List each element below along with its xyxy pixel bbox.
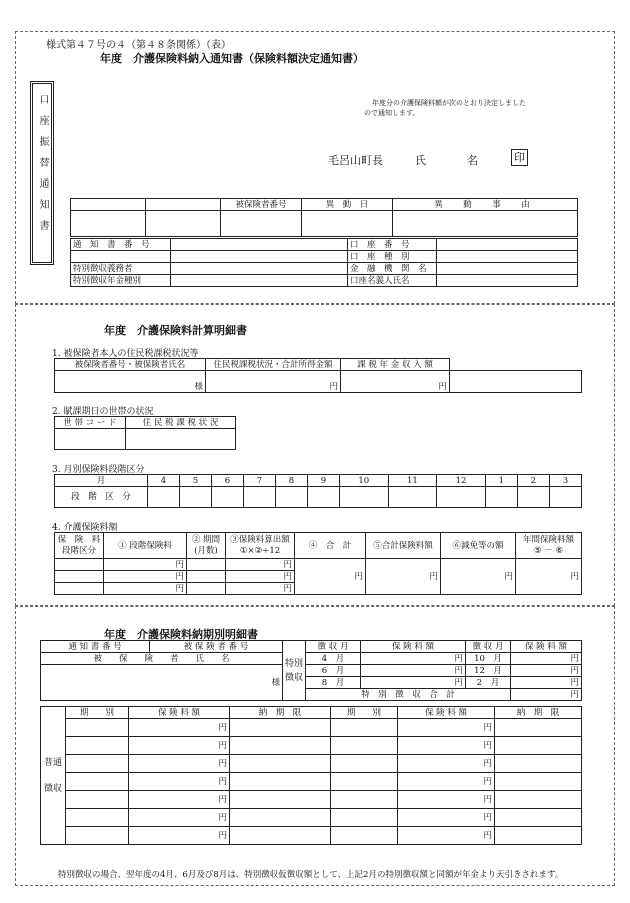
n-yen-l7: 円: [129, 827, 230, 845]
top-account-table: [70, 238, 578, 287]
s4-r3-yen3: 円: [226, 583, 295, 595]
s2-table: [54, 416, 236, 450]
s4-h4a: ③保険料算出額: [230, 534, 290, 545]
s4-h3a: ② 期間: [191, 534, 221, 545]
notice-line1: 年度分の介護保険料額が次のとおり決定しました: [372, 99, 526, 107]
s3-m7: 7: [244, 475, 276, 487]
p-month-4: 4 月: [306, 653, 361, 665]
normal-table: [40, 706, 582, 845]
shi-label: 氏: [415, 154, 426, 167]
s4-r1-yen3: 円: [226, 559, 295, 571]
h-change-reason: 異 動 事 由: [393, 199, 578, 211]
s4-h6: ⑤合計保険料額: [366, 533, 441, 559]
s3-m10: 10: [340, 475, 389, 487]
p-yen-6: 円: [361, 665, 466, 677]
p-normal-label: 普通徴収: [41, 707, 66, 845]
s2-h1: 世 帯 コ ー ド: [55, 417, 126, 429]
mayor-label: 毛呂山町長: [328, 154, 383, 167]
s4-h1a: 保 険 料: [57, 534, 101, 545]
n-yen-r6: 円: [398, 809, 495, 827]
n-h-due-l: 納 期 限: [230, 707, 331, 719]
n-h-kibetsu-r: 期 別: [331, 707, 398, 719]
n-yen-l1: 円: [129, 719, 230, 737]
period-title: 年度 介護保険料納期別明細書: [104, 628, 258, 641]
s3-m5: 5: [180, 475, 212, 487]
lbl-holder-name: 口座名義人氏名: [348, 275, 437, 287]
n-h-kibetsu-l: 期 別: [66, 707, 129, 719]
n-yen-l6: 円: [129, 809, 230, 827]
s4-discount-yen: 円: [441, 559, 516, 595]
s4-title: 4. 介護保険料額: [52, 523, 118, 533]
seal-box: 印: [511, 149, 528, 166]
p-yen-12: 円: [511, 665, 582, 677]
n-h-due-r: 納 期 限: [495, 707, 582, 719]
s4-table: [54, 532, 582, 595]
s4-h7: ⑥減免等の額: [441, 533, 516, 559]
n-yen-r1: 円: [398, 719, 495, 737]
s3-m12: 12: [437, 475, 486, 487]
s4-h5: ④ 合 計: [295, 533, 366, 559]
s1-title: 1. 被保険者本人の住民税課税状況等: [52, 349, 199, 359]
s4-h4b: ①×②÷12: [239, 545, 281, 556]
s4-total-yen: 円: [295, 559, 366, 595]
s4-sum-yen: 円: [366, 559, 441, 595]
p-insured-no: 被 保 険 者 番 号: [150, 641, 283, 653]
lbl-bank-name: 金 融 機 関 名: [348, 263, 437, 275]
lbl-account-type: 口 座 種 別: [348, 251, 437, 263]
s4-r3-yen1: 円: [104, 583, 187, 595]
p-special-label: 特別徴収: [283, 641, 306, 701]
p-yen-total: 円: [511, 689, 582, 701]
lbl-special-obligor: 特別徴収義務者: [71, 263, 171, 275]
s1-yen2: 円: [341, 371, 450, 393]
h-change-date: 異 動 日: [302, 199, 393, 211]
s1-h1: 被保険者番号・被保険者氏名: [55, 359, 206, 371]
p-month-6: 6 月: [306, 665, 361, 677]
side-label-box: [30, 81, 54, 265]
s3-m2: 2: [517, 475, 549, 487]
s3-m4: 4: [148, 475, 180, 487]
s4-h3b: (月数): [194, 545, 218, 556]
p-amount-r: 保 険 料 額: [511, 641, 582, 653]
p-collect-month-l: 徴 収 月: [306, 641, 361, 653]
p-notice-no: 通 知 書 番 号: [41, 641, 150, 653]
p-month-2: 2 月: [466, 677, 511, 689]
s4-r1-yen1: 円: [104, 559, 187, 571]
lbl-pension-type: 特別徴収年金種別: [71, 275, 171, 287]
n-h-amount-r: 保 険 料 額: [398, 707, 495, 719]
s3-m11: 11: [388, 475, 437, 487]
s3-table: [54, 474, 582, 508]
s2-title: 2. 賦課期日の世帯の状況: [52, 407, 154, 417]
s4-h8a: 年間保険料額: [522, 534, 574, 545]
form-id: 様式第４７号の４（第４８条関係）（表）: [46, 40, 231, 51]
n-yen-l2: 円: [129, 737, 230, 755]
s4-h1b: 段階区分: [61, 545, 96, 556]
s1-h3: 課 税 年 金 収 入 額: [341, 359, 450, 371]
n-yen-l4: 円: [129, 773, 230, 791]
s4-r2-yen3: 円: [226, 571, 295, 583]
p-month-10: 10 月: [466, 653, 511, 665]
s3-m1: 1: [485, 475, 517, 487]
s1-h2: 住民税課税状況・合計所得金額: [206, 359, 341, 371]
s1-table: [54, 358, 582, 393]
notice-line2: ので通知します。: [364, 109, 420, 117]
s3-m6: 6: [212, 475, 244, 487]
n-yen-l3: 円: [129, 755, 230, 773]
p-yen-10: 円: [511, 653, 582, 665]
n-yen-l5: 円: [129, 791, 230, 809]
p-insured-name: 被 保 険 者 氏 名: [41, 653, 283, 665]
s4-h8b: ⑤ － ⑥: [533, 545, 564, 556]
p-amount-l: 保 険 料 額: [361, 641, 466, 653]
n-yen-r3: 円: [398, 755, 495, 773]
s3-m3: 3: [549, 475, 581, 487]
p-yen-4: 円: [361, 653, 466, 665]
s3-row-label: 段 階 区 分: [55, 487, 148, 508]
p-collect-month-r: 徴 収 月: [466, 641, 511, 653]
s3-title: 3. 月別保険料段階区分: [52, 465, 145, 475]
s2-h2: 住 民 税 課 税 状 況: [126, 417, 236, 429]
p-month-8: 8 月: [306, 677, 361, 689]
lbl-notice-no: 通 知 書 番 号: [71, 239, 171, 251]
s3-m8: 8: [276, 475, 308, 487]
s3-month-label: 月: [55, 475, 148, 487]
s3-m9: 9: [308, 475, 340, 487]
p-sama: 様: [41, 665, 283, 701]
lbl-account-no: 口 座 番 号: [348, 239, 437, 251]
s4-annual-yen: 円: [516, 559, 582, 595]
mei-label: 名: [467, 154, 478, 167]
n-yen-r5: 円: [398, 791, 495, 809]
s4-h2: ① 段階保険料: [104, 533, 187, 559]
top-info-table: [70, 198, 578, 237]
h-insured-no: 被保険者番号: [221, 199, 302, 211]
p-special-total: 特 別 徴 収 合 計: [306, 689, 511, 701]
p-yen-2: 円: [511, 677, 582, 689]
s1-sama: 様: [55, 371, 206, 393]
n-yen-r4: 円: [398, 773, 495, 791]
calc-title: 年度 介護保険料計算明細書: [104, 324, 247, 337]
n-h-amount-l: 保 険 料 額: [129, 707, 230, 719]
footer-note: 特別徴収の場合、翌年度の4月、6月及び8月は、特別徴収仮徴収額として、上記2月の特別徴収額と同額が年金より天引きされます。: [58, 870, 564, 880]
p-yen-8: 円: [361, 677, 466, 689]
page-title: 年度 介護保険料納入通知書（保険料額決定通知書）: [100, 52, 364, 65]
n-yen-r2: 円: [398, 737, 495, 755]
side-label: 口座振替通知書: [37, 94, 48, 241]
n-yen-r7: 円: [398, 827, 495, 845]
s1-yen1: 円: [206, 371, 341, 393]
s4-r2-yen1: 円: [104, 571, 187, 583]
period-header-table: [40, 640, 582, 701]
p-month-12: 12 月: [466, 665, 511, 677]
